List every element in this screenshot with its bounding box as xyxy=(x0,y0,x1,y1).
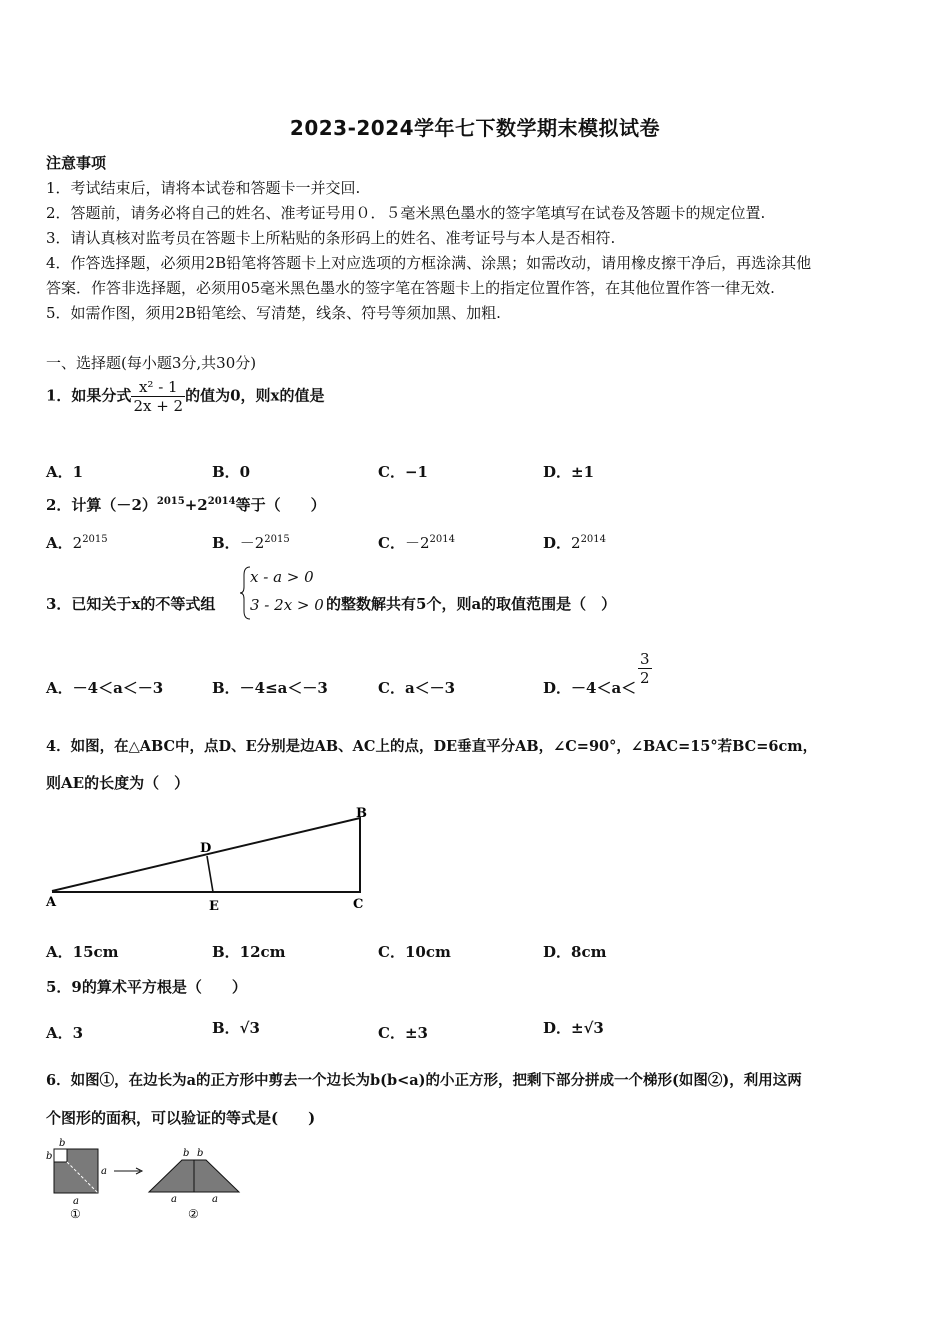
q4-option-b: B．12cm xyxy=(212,943,286,961)
q4-triangle-figure xyxy=(40,800,380,920)
q3-option-b: B．－4≤a＜－3 xyxy=(212,679,328,697)
q2-text-b: +2 xyxy=(184,496,208,514)
q2-option-b xyxy=(212,532,290,553)
q3-inequality-2: 3 - 2x > 0 xyxy=(250,596,324,614)
q5-option-c: C．±3 xyxy=(378,1024,428,1042)
q2-exp1: 2015 xyxy=(156,496,185,507)
q3-d-numerator: 3 xyxy=(640,650,650,668)
fig1-number: ① xyxy=(70,1207,81,1221)
q2-option-base: －2 xyxy=(239,534,265,552)
q2-option-label: B． xyxy=(212,534,240,552)
label-c: C xyxy=(353,897,364,912)
q6-line1: 6．如图①，在边长为a的正方形中剪去一个边长为b(b<a)的小正方形，把剩下部分拼成一个梯形(如图②)，利用这两 xyxy=(46,1072,802,1089)
q3-inequality-1: x - a > 0 xyxy=(250,568,314,586)
q2-option-exp: 2015 xyxy=(82,534,108,545)
q2-option-base: 2 xyxy=(72,534,83,552)
label-d: D xyxy=(200,841,212,856)
q5-text: 5．9的算术平方根是（ ） xyxy=(46,978,247,996)
q2-option-base: －2 xyxy=(404,534,430,552)
q1-option-c: C．−1 xyxy=(378,463,428,481)
small-square xyxy=(54,1149,67,1162)
notice-item: 答案．作答非选择题，必须用05毫米黑色墨水的签字笔在答题卡上的指定位置作答，在其他位置作答一律无效. xyxy=(46,279,775,297)
q1-fraction xyxy=(131,378,185,415)
q2-option-label: A． xyxy=(46,534,73,552)
q4-line1: 4．如图，在△ABC中，点D、E分别是边AB、AC上的点，DE垂直平分AB，∠C=90°，∠BAC=15°若BC=6cm， xyxy=(46,738,818,755)
q6-figure xyxy=(40,1134,250,1224)
q1-denominator: 2x + 2 xyxy=(133,397,184,415)
q5-option-b: B．√3 xyxy=(212,1019,260,1037)
fig2-label-a2: a xyxy=(212,1194,218,1205)
q6-line2: 个图形的面积，可以验证的等式是( ) xyxy=(46,1109,316,1127)
q1-option-a: A．1 xyxy=(46,463,84,481)
q5-option-d: D．±√3 xyxy=(543,1019,604,1037)
q2-exp2: 2014 xyxy=(207,496,236,507)
question-2 xyxy=(46,494,326,515)
q2-option-c xyxy=(378,532,455,553)
q4-option-a: A．15cm xyxy=(46,943,119,961)
q2-option-base: 2 xyxy=(571,534,581,552)
notice-item: 3．请认真核对监考员在答题卡上所粘贴的条形码上的姓名、准考证号与本人是否相符. xyxy=(46,229,616,247)
q5-option-a: A．3 xyxy=(46,1024,84,1042)
page-title: 2023-2024学年七下数学期末模拟试卷 xyxy=(289,116,661,140)
notice-item: 1．考试结束后，请将本试卷和答题卡一并交回. xyxy=(46,179,361,197)
label-b: B xyxy=(356,806,367,821)
label-a: A xyxy=(46,895,57,910)
q2-option-exp: 2014 xyxy=(429,534,455,545)
q2-option-exp: 2014 xyxy=(580,534,607,545)
q3-d-fraction xyxy=(638,650,652,687)
q1-numerator: x² - 1 xyxy=(131,378,185,397)
q3-option-c: C．a＜－3 xyxy=(378,679,456,697)
fig1-label-b-left: b xyxy=(46,1151,53,1162)
q3-d-denominator: 2 xyxy=(640,669,650,687)
notice-heading: 注意事项 xyxy=(46,154,107,172)
segment-de xyxy=(207,856,213,892)
q3-suffix: 的整数解共有5个，则a的取值范围是（ ） xyxy=(326,595,617,613)
notice-item: 4．作答选择题，必须用2B铅笔将答题卡上对应选项的方框涂满、涂黑；如需改动，请用橡皮擦干净后，再选涂其他 xyxy=(46,254,812,272)
q3-prefix: 3．已知关于x的不等式组 xyxy=(46,595,216,613)
fig2-label-b2: b xyxy=(197,1148,204,1159)
fig1-label-a-right: a xyxy=(101,1166,107,1177)
q1-prefix: 1．如果分式 xyxy=(46,386,132,405)
question-1 xyxy=(46,378,325,415)
section-heading: 一、选择题(每小题3分,共30分) xyxy=(46,354,257,372)
q2-option-label: C． xyxy=(378,534,405,552)
notice-item: 5．如需作图，须用2B铅笔绘、写清楚，线条、符号等须加黑、加粗. xyxy=(46,304,501,322)
q4-option-d: D．8cm xyxy=(543,943,607,961)
fig1-label-a-bottom: a xyxy=(73,1196,79,1207)
fig2-label-a1: a xyxy=(171,1194,177,1205)
fig2-number: ② xyxy=(188,1207,199,1221)
notice-item: 2．答题前，请务必将自己的姓名、准考证号用０．５毫米黑色墨水的签字笔填写在试卷及答题卡的规定位置. xyxy=(46,204,766,222)
q2-option-label: D． xyxy=(543,534,572,552)
q2-text-c: 等于（ ） xyxy=(235,496,326,514)
q1-option-b: B．0 xyxy=(212,463,251,481)
q2-option-a xyxy=(46,532,108,553)
q1-suffix: 的值为0，则x的值是 xyxy=(185,386,325,405)
q3-option-a: A．－4＜a＜－3 xyxy=(46,679,164,697)
q2-option-d xyxy=(543,532,606,553)
q1-option-d: D．±1 xyxy=(543,463,595,481)
label-e: E xyxy=(209,899,219,914)
q4-line2: 则AE的长度为（ ） xyxy=(46,774,190,792)
fig1-label-b-top: b xyxy=(59,1138,66,1149)
q2-text-a: 2．计算（－2） xyxy=(46,496,157,514)
q2-option-exp: 2015 xyxy=(264,534,290,545)
fig2-label-b1: b xyxy=(183,1148,190,1159)
q3-option-d: D．－4＜a＜ xyxy=(543,679,637,697)
q4-option-c: C．10cm xyxy=(378,943,451,961)
